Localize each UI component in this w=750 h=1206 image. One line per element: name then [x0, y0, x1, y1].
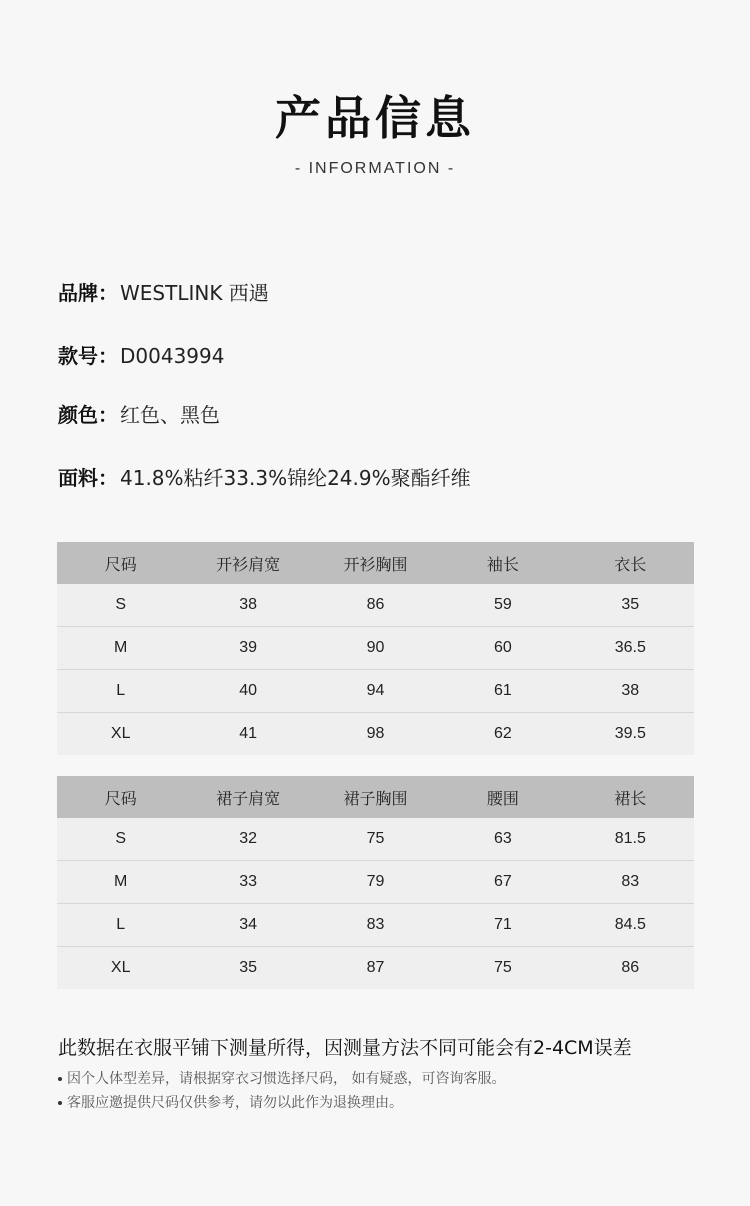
table-row — [57, 713, 694, 756]
table-cell: 79 — [312, 861, 439, 904]
table-header-cell: 开衫肩宽 — [184, 542, 311, 584]
skirt-size-table — [57, 776, 694, 989]
table-cell: 86 — [567, 947, 694, 990]
table-header-cell: 袖长 — [439, 542, 566, 584]
table-cell: 87 — [312, 947, 439, 990]
table-cell: 83 — [567, 861, 694, 904]
table-cell: 86 — [312, 584, 439, 627]
table-cell: 32 — [184, 818, 311, 861]
list-item — [58, 1067, 505, 1091]
table-header-row — [57, 542, 694, 584]
note-item-text: 因个人体型差异，请根据穿衣习惯选择尺码， 如有疑惑，可咨询客服。 — [67, 1071, 506, 1087]
table-cell: 60 — [439, 627, 566, 670]
table-cell: 90 — [312, 627, 439, 670]
table-row — [57, 670, 694, 713]
table-row — [57, 627, 694, 670]
measurement-note: 此数据在衣服平铺下测量所得，因测量方法不同可能会有2-4CM误差 — [58, 1037, 632, 1059]
table-header-cell: 尺码 — [57, 542, 184, 584]
table-cell: 75 — [312, 818, 439, 861]
info-fabric — [58, 464, 471, 492]
table-cell: XL — [57, 947, 184, 990]
table-cell: S — [57, 818, 184, 861]
info-style-no — [58, 342, 224, 370]
table-cell: 36.5 — [567, 627, 694, 670]
table-header-cell: 裙子胸围 — [312, 776, 439, 818]
table-header-cell: 开衫胸围 — [312, 542, 439, 584]
info-color-value: 红色、黑色 — [120, 403, 220, 427]
info-style-no-label: 款号： — [58, 344, 118, 368]
table-header-cell: 尺码 — [57, 776, 184, 818]
table-cell: 84.5 — [567, 904, 694, 947]
table-cell: 35 — [184, 947, 311, 990]
table-cell: 63 — [439, 818, 566, 861]
table-cell: 34 — [184, 904, 311, 947]
table-header-row — [57, 776, 694, 818]
table-cell: 67 — [439, 861, 566, 904]
table-header-cell: 裙长 — [567, 776, 694, 818]
bullet-dot-icon — [58, 1077, 62, 1081]
table-cell: 62 — [439, 713, 566, 756]
info-brand — [58, 279, 269, 307]
table-cell: 41 — [184, 713, 311, 756]
info-fabric-value: 41.8%粘纤33.3%锦纶24.9%聚酯纤维 — [120, 466, 471, 490]
info-color — [58, 401, 220, 429]
note-list — [58, 1067, 505, 1115]
table-cell: M — [57, 627, 184, 670]
table-header-cell: 裙子肩宽 — [184, 776, 311, 818]
table-cell: 81.5 — [567, 818, 694, 861]
table-cell: 40 — [184, 670, 311, 713]
table-cell: S — [57, 584, 184, 627]
table-cell: 71 — [439, 904, 566, 947]
table-row — [57, 584, 694, 627]
table-cell: 98 — [312, 713, 439, 756]
table-cell: L — [57, 670, 184, 713]
table-cell: 83 — [312, 904, 439, 947]
table-row — [57, 861, 694, 904]
table-cell: 61 — [439, 670, 566, 713]
bullet-dot-icon — [58, 1101, 62, 1105]
info-style-no-value: D0043994 — [120, 344, 225, 368]
note-item-text: 客服应邀提供尺码仅供参考，请勿以此作为退换理由。 — [67, 1095, 403, 1111]
table-row — [57, 904, 694, 947]
table-row — [57, 818, 694, 861]
cardigan-size-table — [57, 542, 694, 755]
info-brand-label: 品牌： — [58, 281, 118, 305]
table-cell: M — [57, 861, 184, 904]
table-cell: 39.5 — [567, 713, 694, 756]
page-title: 产品信息 — [275, 91, 475, 145]
table-row — [57, 947, 694, 990]
info-color-label: 颜色： — [58, 403, 118, 427]
info-brand-value: WESTLINK 西遇 — [120, 281, 269, 305]
table-cell: 39 — [184, 627, 311, 670]
table-cell: 35 — [567, 584, 694, 627]
table-cell: 38 — [567, 670, 694, 713]
info-fabric-label: 面料： — [58, 466, 118, 490]
page-subtitle: - INFORMATION - — [294, 160, 456, 177]
table-header-cell: 腰围 — [439, 776, 566, 818]
table-cell: XL — [57, 713, 184, 756]
table-cell: 75 — [439, 947, 566, 990]
table-cell: 59 — [439, 584, 566, 627]
table-cell: 33 — [184, 861, 311, 904]
table-header-cell: 衣长 — [567, 542, 694, 584]
table-cell: 94 — [312, 670, 439, 713]
list-item — [58, 1091, 505, 1115]
table-cell: 38 — [184, 584, 311, 627]
table-cell: L — [57, 904, 184, 947]
